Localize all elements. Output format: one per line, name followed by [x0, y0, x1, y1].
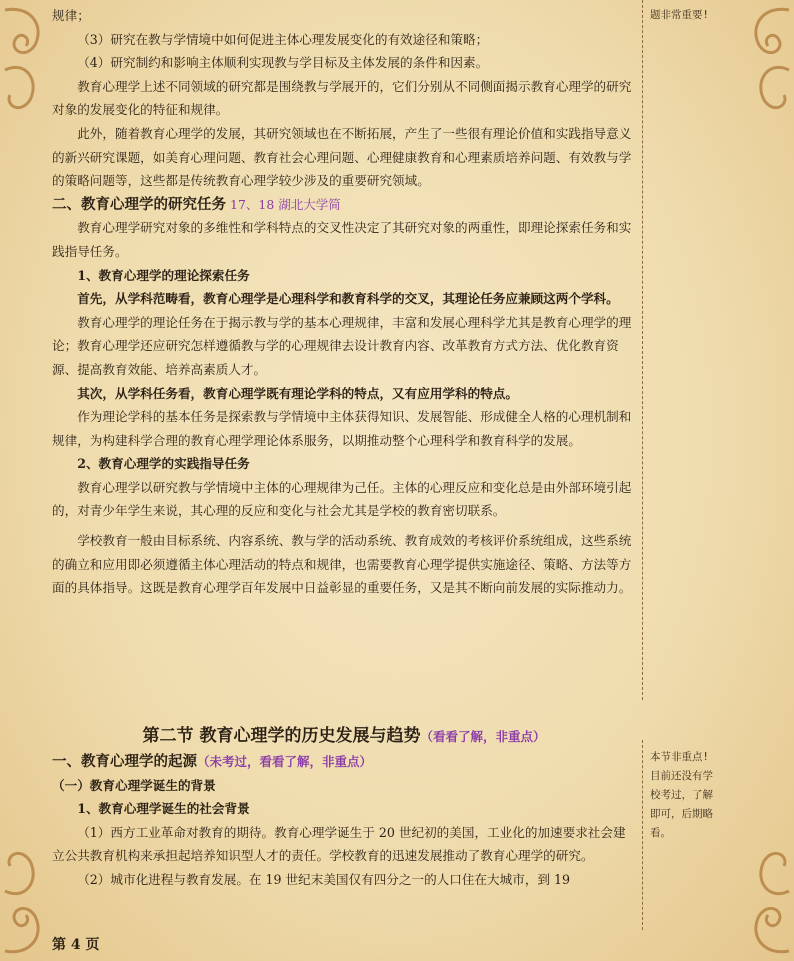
top-line-3: （4）研究制约和影响主体顺利实现教与学目标及主体发展的条件和因素。: [77, 55, 489, 71]
margin-note-line: 看。: [650, 827, 671, 839]
subheading-background: （一）教育心理学诞生的背景: [52, 777, 216, 793]
chapter-title-tag: （看看了解，非重点）: [420, 729, 546, 744]
top-line-2: （3）研究在教与学情境中如何促进主体心理发展变化的有效途径和策略；: [77, 31, 489, 47]
section-heading-origin-text: 一、教育心理学的起源: [52, 753, 197, 770]
margin-note-line: 即可，后期略: [650, 808, 713, 820]
margin-divider-top: [642, 0, 643, 700]
main-text-block: [52, 4, 636, 600]
paragraph-urbanization: （2）城市化进程与教育发展。在 19 世纪末美国仅有四分之一的人口住在大城市，到 19: [77, 871, 571, 887]
paragraph-theory-basic: 作为理论学科的基本任务是探索教与学情境中主体获得知识、发展智能、形成健全人格的心理机制和规律，为构建科学合理的教育心理学理论体系服务，以期推动整个心理科学和教育科学的发展。: [52, 409, 632, 448]
origin-section: [52, 750, 636, 892]
section-heading-tasks-tag: 17、18 湖北大学简: [230, 196, 341, 212]
margin-note-top: 题非常重要!: [650, 9, 709, 21]
section-heading-origin: [52, 750, 636, 774]
top-line-1: 规律；: [52, 8, 90, 23]
paragraph-theory-task: 教育心理学的理论任务在于揭示教与学的基本心理规律，丰富和发展心理科学尤其是教育心理学的理论；教育心理学还应研究怎样遵循教与学的心理规律去设计教育内容、改革教育方式方法、优化教育资源、提高教育效能、培养高素质人才。: [52, 314, 632, 377]
paragraph-practice-2: 学校教育一般由目标系统、内容系统、教与学的活动系统、教育成效的考核评价系统组成，这些系统的确立和应用即必须遵循主体心理活动的特点和规律，也需要教育心理学提供实施途径、策略、方法等方面的具体指导。这既是教育心理学百年发展中日益彰显的重要任务，又是其不断向前发展的实际推动力。: [52, 533, 632, 596]
margin-note-line: 目前还没有学: [650, 770, 713, 782]
bold-statement-1: 首先，从学科范畴看，教育心理学是心理科学和教育科学的交叉，其理论任务应兼顾这两个学科。: [77, 291, 619, 307]
ornament-bottom-right-icon: [704, 841, 794, 961]
chapter-title: [52, 722, 636, 751]
chapter-title-text: 第二节 教育心理学的历史发展与趋势: [142, 726, 421, 746]
paragraph-practice-1: 教育心理学以研究教与学情境中主体的心理规律为己任。主体的心理反应和变化总是由外部环境引起的，对青少年学生来说，其心理的反应和变化与社会尤其是学校的教育密切联系。: [52, 479, 632, 519]
paragraph-industrial-revolution: （1）西方工业革命对教育的期待。教育心理学诞生于 20 世纪初的美国，工业化的加速要求社会建立公共教育机构来承担起培养知识型人才的责任。学校教育的迅速发展推动了教育心理学的研究。: [52, 824, 626, 864]
bold-statement-2: 其次，从学科任务看，教育心理学既有理论学科的特点，又有应用学科的特点。: [77, 385, 518, 401]
margin-divider-bottom: [642, 740, 643, 930]
section-heading-tasks-text: 二、教育心理学的研究任务: [52, 195, 226, 213]
section-heading-origin-tag: （未考过，看看了解，非重点）: [197, 754, 373, 769]
subheading-social-background: 1、教育心理学诞生的社会背景: [77, 801, 250, 817]
section-heading-tasks: [52, 193, 636, 217]
margin-note-line: 本节非重点!: [650, 751, 709, 763]
margin-note-line: 校考过，了解: [650, 789, 713, 801]
subheading-practice-task: 2、教育心理学的实践指导任务: [77, 456, 250, 472]
paragraph-new-topics: 此外，随着教育心理学的发展，其研究领域也在不断拓展，产生了一些很有理论价值和实践指导意义的新兴研究课题，如美育心理问题、教育社会心理问题、心理健康教育和心理素质培养问题、有效教与学的策略问题等，这些都是传统教育心理学较少涉及的重要研究领域。: [52, 125, 632, 189]
margin-note-bottom: [650, 748, 740, 843]
paragraph-tasks-intro: 教育心理学研究对象的多维性和学科特点的交叉性决定了其研究对象的两重性，即理论探索任务和实践指导任务。: [52, 220, 632, 259]
subheading-theory-task: 1、教育心理学的理论探索任务: [77, 267, 250, 283]
page-number: 第 4 页: [52, 937, 100, 953]
paragraph-research-fields: 教育心理学上述不同领域的研究都是围绕教与学展开的，它们分别从不同侧面揭示教育心理学的研究对象的发展变化的特征和规律。: [52, 78, 632, 118]
